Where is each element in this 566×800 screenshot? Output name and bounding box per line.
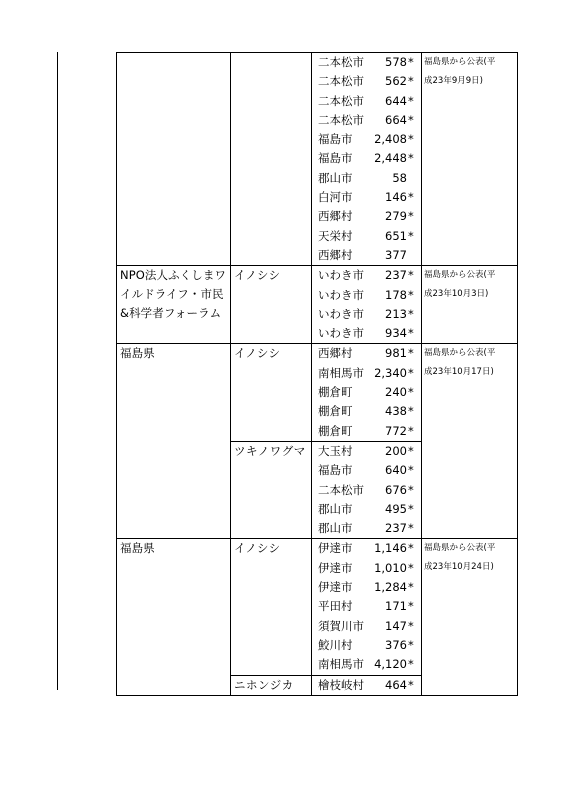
list-item bbox=[312, 364, 421, 383]
measured-value: 981 bbox=[385, 346, 407, 361]
note-mark: * bbox=[408, 228, 414, 243]
note-mark: * bbox=[408, 580, 414, 595]
list-item bbox=[312, 344, 421, 363]
note-mark: * bbox=[408, 637, 414, 652]
measurement-list bbox=[312, 539, 421, 674]
species-name: イノシシ bbox=[234, 346, 281, 361]
list-item bbox=[312, 246, 421, 265]
source-note-line: 福島県から公表(平 bbox=[424, 348, 496, 359]
measured-value: 146 bbox=[385, 190, 407, 205]
place-name: 福島市 bbox=[318, 151, 353, 166]
measurements-cell bbox=[312, 266, 422, 344]
list-item bbox=[312, 655, 421, 674]
list-item bbox=[312, 169, 421, 188]
note-mark: * bbox=[408, 74, 414, 89]
place-name: 鮫川村 bbox=[318, 637, 353, 652]
note-mark: * bbox=[408, 618, 414, 633]
note-mark: * bbox=[408, 423, 414, 438]
measurement-table bbox=[116, 52, 518, 696]
measured-value: 2,448 bbox=[374, 151, 407, 166]
note-mark: * bbox=[408, 190, 414, 205]
organization-name: NPO法人ふくしまワイルドライフ・市民&科学者フォーラム bbox=[120, 268, 227, 321]
species-name: イノシシ bbox=[234, 541, 281, 556]
note-mark: * bbox=[408, 404, 414, 419]
list-item bbox=[312, 481, 421, 500]
place-name: 二本松市 bbox=[318, 93, 364, 108]
note-mark: * bbox=[408, 385, 414, 400]
place-name: 棚倉町 bbox=[318, 385, 353, 400]
list-item bbox=[312, 617, 421, 636]
note-mark: * bbox=[408, 268, 414, 283]
note-mark: * bbox=[408, 346, 414, 361]
list-item bbox=[312, 305, 421, 324]
place-name: 伊達市 bbox=[318, 560, 353, 575]
place-name: 棚倉町 bbox=[318, 404, 353, 419]
list-item bbox=[312, 130, 421, 149]
measurements-cell bbox=[312, 441, 422, 538]
place-name: 伊達市 bbox=[318, 580, 353, 595]
place-name: 二本松市 bbox=[318, 112, 364, 127]
organization-cell bbox=[117, 53, 231, 266]
measured-value: 1,146 bbox=[374, 541, 407, 556]
measured-value: 279 bbox=[385, 209, 407, 224]
species-cell bbox=[231, 53, 312, 266]
species-cell bbox=[231, 266, 312, 344]
place-name: いわき市 bbox=[318, 287, 364, 302]
measured-value: 1,010 bbox=[374, 560, 407, 575]
table-row bbox=[117, 539, 518, 675]
note-mark: * bbox=[408, 306, 414, 321]
list-item bbox=[312, 207, 421, 226]
measured-value: 147 bbox=[385, 618, 407, 633]
place-name: いわき市 bbox=[318, 306, 364, 321]
note-mark: * bbox=[408, 151, 414, 166]
place-name: 二本松市 bbox=[318, 482, 364, 497]
place-name: 伊達市 bbox=[318, 541, 353, 556]
note-mark: * bbox=[408, 482, 414, 497]
list-item bbox=[312, 402, 421, 421]
note-mark: * bbox=[408, 599, 414, 614]
source-note-line: 福島県から公表(平 bbox=[424, 543, 496, 554]
measured-value: 934 bbox=[385, 326, 407, 341]
list-item bbox=[312, 597, 421, 616]
organization-name: 福島県 bbox=[120, 346, 155, 361]
list-item bbox=[312, 422, 421, 441]
place-name: いわき市 bbox=[318, 268, 364, 283]
measured-value: 644 bbox=[385, 93, 407, 108]
measured-value: 438 bbox=[385, 404, 407, 419]
list-item bbox=[312, 227, 421, 246]
list-item bbox=[312, 111, 421, 130]
list-item bbox=[312, 149, 421, 168]
species-name: ツキノワグマ bbox=[234, 443, 306, 458]
organization-name: 福島県 bbox=[120, 541, 155, 556]
measured-value: 377 bbox=[385, 247, 407, 262]
source-note-line: 成23年10月17日) bbox=[424, 367, 494, 378]
list-item bbox=[312, 539, 421, 558]
table-row bbox=[117, 266, 518, 344]
place-name: 平田村 bbox=[318, 599, 353, 614]
measured-value: 640 bbox=[385, 463, 407, 478]
measurements-cell bbox=[312, 675, 422, 695]
place-name: 天栄村 bbox=[318, 228, 353, 243]
place-name: 西郷村 bbox=[318, 346, 353, 361]
note-mark: * bbox=[408, 326, 414, 341]
table-row bbox=[117, 344, 518, 441]
note-mark: * bbox=[408, 209, 414, 224]
source-cell bbox=[422, 53, 518, 266]
list-item bbox=[312, 461, 421, 480]
list-item bbox=[312, 324, 421, 343]
measurements-cell bbox=[312, 344, 422, 441]
source-cell bbox=[422, 344, 518, 539]
measured-value: 464 bbox=[385, 677, 407, 692]
place-name: 郡山市 bbox=[318, 521, 353, 536]
place-name: 棚倉町 bbox=[318, 423, 353, 438]
place-name: 西郷村 bbox=[318, 247, 353, 262]
table-body bbox=[117, 53, 518, 696]
species-cell bbox=[231, 344, 312, 441]
note-mark: * bbox=[408, 501, 414, 516]
measurement-list bbox=[312, 676, 421, 695]
note-mark: * bbox=[408, 657, 414, 672]
measured-value: 578 bbox=[385, 55, 407, 69]
note-mark: * bbox=[408, 112, 414, 127]
source-cell bbox=[422, 539, 518, 695]
list-item bbox=[312, 286, 421, 305]
list-item bbox=[312, 636, 421, 655]
note-mark: * bbox=[408, 463, 414, 478]
measurement-list bbox=[312, 266, 421, 343]
place-name: 檜枝岐村 bbox=[318, 677, 364, 692]
list-item bbox=[312, 578, 421, 597]
note-mark: * bbox=[408, 365, 414, 380]
measured-value: 651 bbox=[385, 228, 407, 243]
place-name: 白河市 bbox=[318, 190, 353, 205]
species-cell bbox=[231, 441, 312, 538]
list-item bbox=[312, 676, 421, 695]
list-item bbox=[312, 266, 421, 285]
place-name: 南相馬市 bbox=[318, 657, 364, 672]
measured-value: 240 bbox=[385, 385, 407, 400]
place-name: 郡山市 bbox=[318, 170, 353, 185]
left-margin-line bbox=[57, 52, 58, 690]
species-name: イノシシ bbox=[234, 268, 281, 283]
organization-cell bbox=[117, 539, 231, 695]
note-mark: * bbox=[408, 443, 414, 458]
list-item bbox=[312, 559, 421, 578]
source-note-line: 福島県から公表(平 bbox=[424, 57, 496, 67]
place-name: 福島市 bbox=[318, 463, 353, 478]
measurements-cell bbox=[312, 53, 422, 266]
species-cell bbox=[231, 539, 312, 675]
place-name: 大玉村 bbox=[318, 443, 353, 458]
list-item bbox=[312, 500, 421, 519]
list-item bbox=[312, 442, 421, 461]
measured-value: 4,120 bbox=[374, 657, 407, 672]
measured-value: 664 bbox=[385, 112, 407, 127]
species-name: ニホンジカ bbox=[234, 677, 294, 692]
note-mark: * bbox=[408, 55, 414, 69]
note-mark: * bbox=[408, 677, 414, 692]
measured-value: 2,408 bbox=[374, 132, 407, 147]
note-mark: * bbox=[408, 541, 414, 556]
note-mark: * bbox=[408, 521, 414, 536]
measured-value: 562 bbox=[385, 74, 407, 89]
measured-value: 2,340 bbox=[374, 365, 407, 380]
measured-value: 200 bbox=[385, 443, 407, 458]
note-mark: * bbox=[408, 560, 414, 575]
measured-value: 376 bbox=[385, 637, 407, 652]
list-item bbox=[312, 383, 421, 402]
measured-value: 171 bbox=[385, 599, 407, 614]
measured-value: 1,284 bbox=[374, 580, 407, 595]
note-mark: * bbox=[408, 93, 414, 108]
measured-value: 495 bbox=[385, 501, 407, 516]
list-item bbox=[312, 188, 421, 207]
measurement-list bbox=[312, 344, 421, 440]
place-name: 二本松市 bbox=[318, 55, 364, 69]
list-item bbox=[312, 92, 421, 111]
place-name: いわき市 bbox=[318, 326, 364, 341]
source-note-line: 成23年9月9日) bbox=[424, 76, 483, 86]
note-mark: * bbox=[408, 132, 414, 147]
source-note-line: 成23年10月24日) bbox=[424, 562, 494, 573]
list-item bbox=[312, 53, 421, 72]
measured-value: 178 bbox=[385, 287, 407, 302]
measured-value: 676 bbox=[385, 482, 407, 497]
place-name: 郡山市 bbox=[318, 501, 353, 516]
place-name: 西郷村 bbox=[318, 209, 353, 224]
measured-value: 237 bbox=[385, 521, 407, 536]
organization-cell bbox=[117, 344, 231, 539]
measurement-list bbox=[312, 442, 421, 538]
table-row bbox=[117, 53, 518, 266]
measured-value: 213 bbox=[385, 306, 407, 321]
source-note-line: 福島県から公表(平 bbox=[424, 270, 496, 281]
list-item bbox=[312, 72, 421, 91]
measured-value: 772 bbox=[385, 423, 407, 438]
place-name: 南相馬市 bbox=[318, 365, 364, 380]
measurement-list bbox=[312, 53, 421, 265]
place-name: 須賀川市 bbox=[318, 618, 364, 633]
measurements-cell bbox=[312, 539, 422, 675]
organization-cell bbox=[117, 266, 231, 344]
place-name: 福島市 bbox=[318, 132, 353, 147]
note-mark bbox=[407, 169, 418, 188]
list-item bbox=[312, 519, 421, 538]
note-mark: * bbox=[408, 287, 414, 302]
source-note-line: 成23年10月3日) bbox=[424, 289, 489, 300]
source-cell bbox=[422, 266, 518, 344]
measured-value: 58 bbox=[392, 170, 407, 185]
place-name: 二本松市 bbox=[318, 74, 364, 89]
species-cell bbox=[231, 675, 312, 695]
measured-value: 237 bbox=[385, 268, 407, 283]
note-mark bbox=[407, 246, 418, 265]
